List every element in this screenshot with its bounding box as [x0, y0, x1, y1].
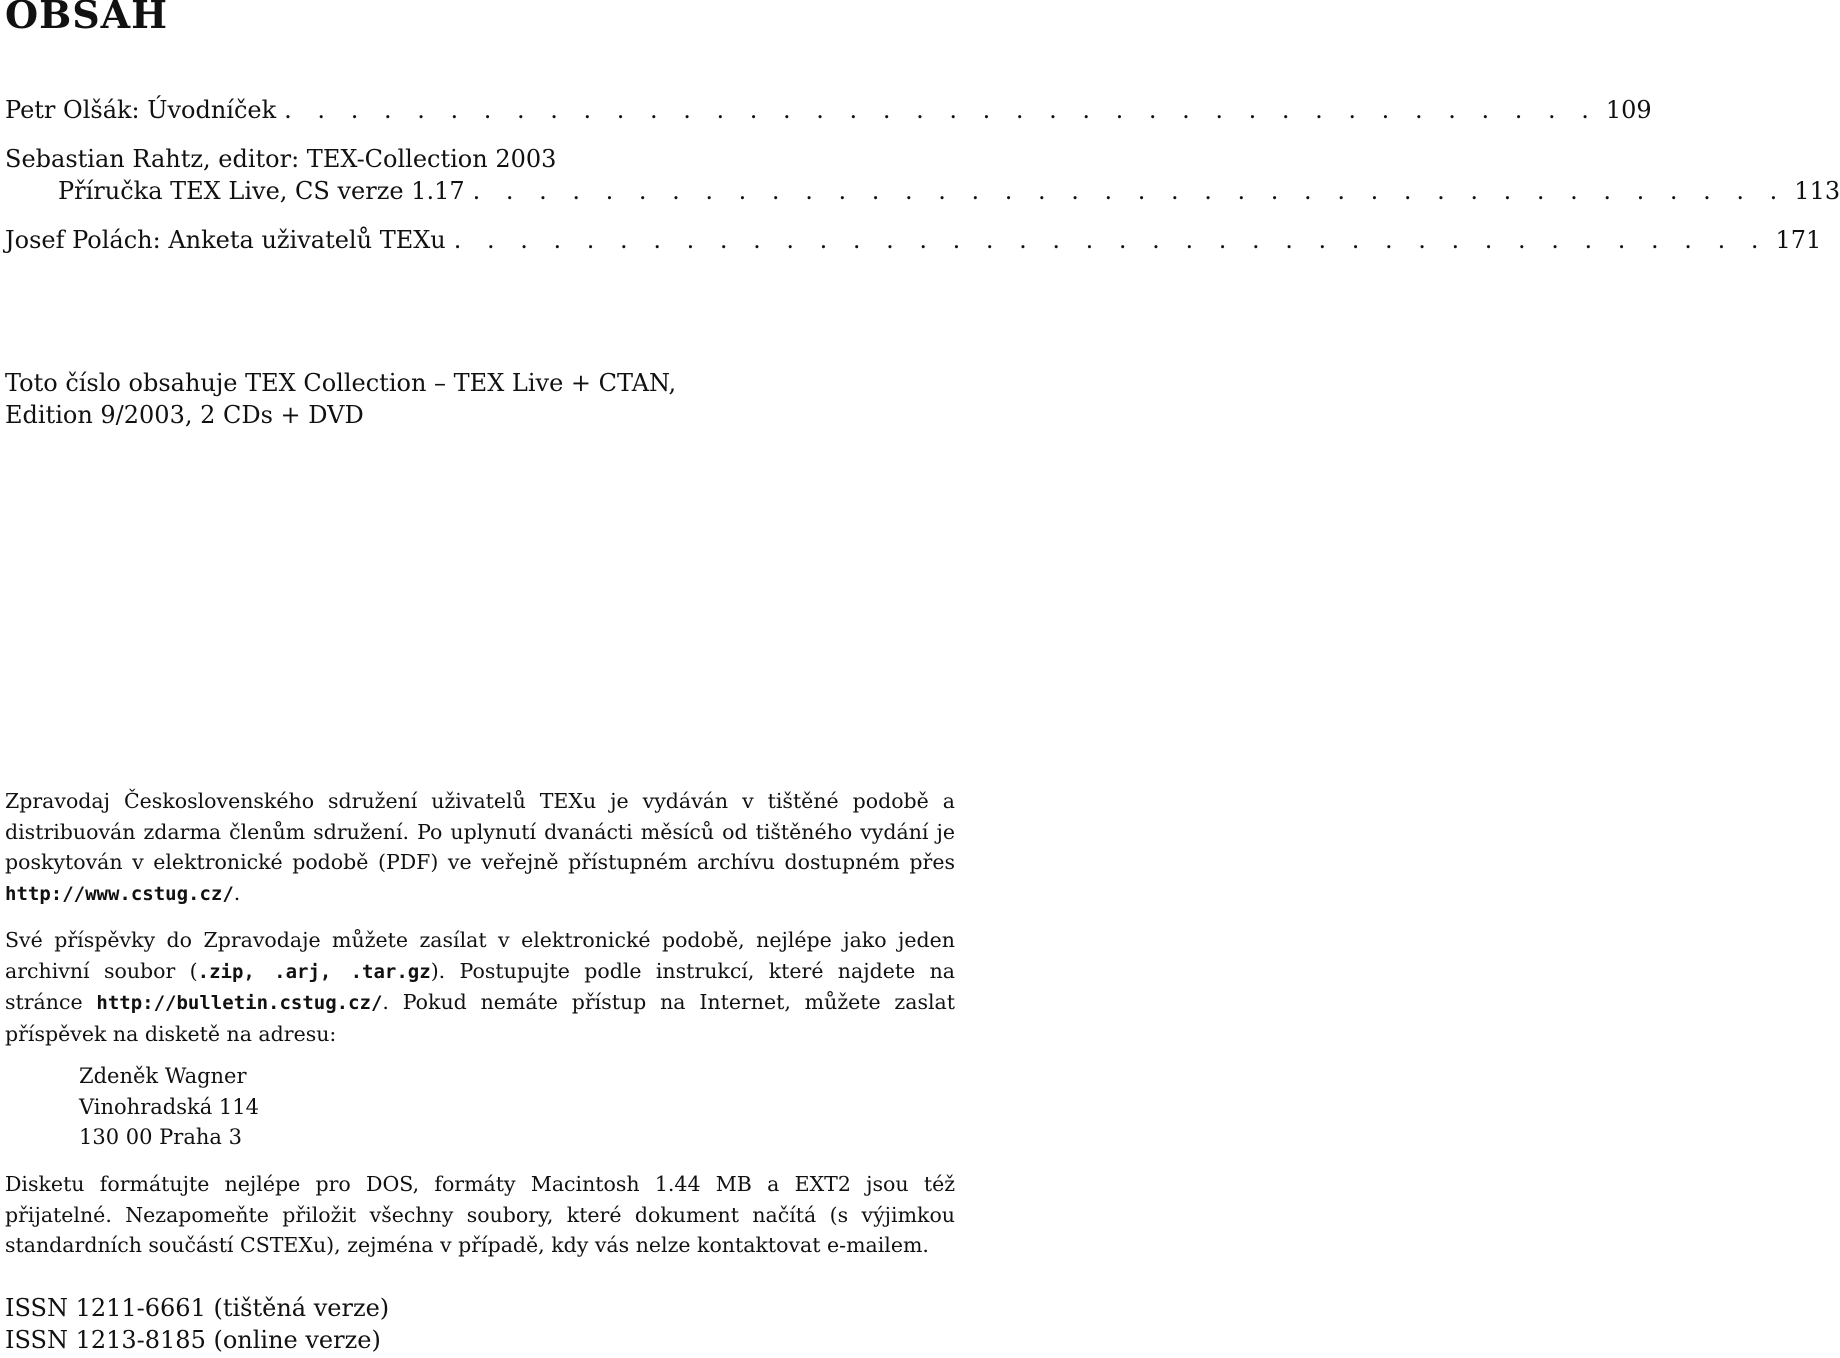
dot-leader: . . . . . . . . . . . . . . . . . . . . . . . . . . . . . . . . . . . . . . . . [453, 226, 1768, 254]
info-paragraph-2-text-a: Své příspěvky do Zpravodaje můžete zasílat v elektronické podobě, nejlépe jako jeden archivní soubor ( [5, 928, 955, 983]
info-paragraph-2 [5, 925, 955, 1049]
dot-leader: . . . . . . . . . . . . . . . . . . . . . . . . . . . . . . . . . . . . . . . . [472, 177, 1787, 205]
cstug-url-link[interactable]: http://www.cstug.cz/ [5, 882, 234, 905]
info-paragraph-1: Zpravodaj Československého sdružení uživatelů TEXu je vydáván v tištěné podobě a distribuován zdarma členům sdružení. Po uplynutí dvanácti měsíců od tištěného vydání je poskytován v elektronické podobě (PDF) ve veřejně přístupném archívu dostupném přes http://www.cstug.cz/. [5, 789, 955, 905]
info-paragraph-1-text: Zpravodaj Československého sdružení uživatelů TEXu je vydáván v tištěné podobě a distribuován zdarma členům sdružení. Po uplynutí dvanácti měsíců od tištěného vydání je poskytován v elektronické podobě (PDF) ve veřejně přístupném archívu dostupném přes [5, 789, 955, 874]
collection-note-line1: Toto číslo obsahuje TEX Collection – TEX Live + CTAN, [5, 369, 677, 397]
toc-entry-page: 109 [1605, 96, 1652, 124]
toc-entry-title-line1: Sebastian Rahtz, editor: TEX-Collection 2003 [5, 145, 557, 173]
collection-note-line2: Edition 9/2003, 2 CDs + DVD [5, 401, 364, 429]
dot-leader: . . . . . . . . . . . . . . . . . . . . . . . . . . . . . . . . . . . . . . . . [284, 96, 1598, 124]
bulletin-url-link[interactable]: http://bulletin.cstug.cz/ [96, 992, 383, 1014]
address-street: Vinohradská 114 [79, 1095, 259, 1119]
archive-extensions: .zip, .arj, .tar.gz [197, 960, 431, 983]
issn-online: ISSN 1213-8185 (online verze) [5, 1326, 381, 1354]
toc-entry-page: 113 [1794, 177, 1840, 205]
info-paragraph-3 [5, 1169, 955, 1261]
issn-print: ISSN 1211-6661 (tištěná verze) [5, 1294, 390, 1322]
toc-entry [5, 226, 1822, 254]
toc-entry-title: Petr Olšák: Úvodníček [5, 96, 277, 124]
page-title: OBSAH [5, 0, 169, 37]
toc-entry-title: Josef Polách: Anketa uživatelů TEXu [5, 226, 446, 254]
toc-entry [5, 96, 1652, 124]
toc-entry-title: Příručka TEX Live, CS verze 1.17 [58, 177, 465, 205]
toc-entry-page: 171 [1775, 226, 1822, 254]
address-city: 130 00 Praha 3 [79, 1125, 242, 1149]
toc-entry [58, 177, 1840, 205]
info-paragraph-2-text-b: ). Postupujte podle instrukcí, které najdete na stránce [5, 958, 955, 1014]
info-paragraph-3-text: Disketu formátujte nejlépe pro DOS, formáty Macintosh 1.44 MB a EXT2 jsou též přijatelné. Nezapomeňte přiložit všechny soubory, které dokument načítá (s výjimkou standardních součástí CSTEXu), zejména v případě, kdy vás nelze kontaktovat e-mailem. [5, 1172, 955, 1257]
info-paragraph-2-text-c: . Pokud nemáte přístup na Internet, můžete zaslat příspěvek na disketě na adresu: [5, 990, 955, 1046]
address-name: Zdeněk Wagner [79, 1064, 247, 1088]
